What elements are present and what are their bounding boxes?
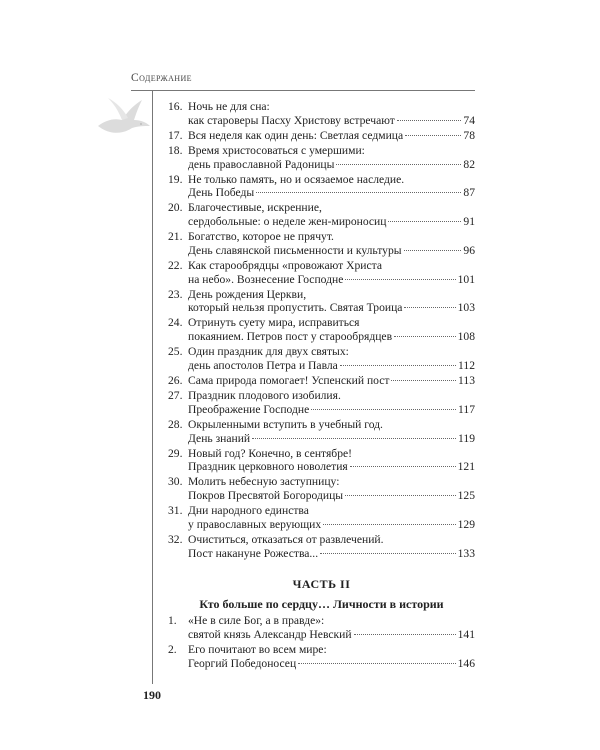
toc-entry <box>168 475 475 503</box>
toc-entry-line <box>168 330 475 344</box>
toc-entry-title: святой князь Александр Невский <box>188 627 352 641</box>
toc-entry-line <box>168 518 475 532</box>
toc-entry-title: Окрыленными вступить в учебный год. <box>188 417 383 431</box>
toc-entry-line <box>168 259 475 273</box>
toc-entry-line <box>168 533 475 547</box>
toc-entry-title: как староверы Пасху Христову встречают <box>188 113 395 127</box>
part-title: ЧАСТЬ II <box>292 577 351 591</box>
toc-entry-number: 18. <box>168 143 183 157</box>
toc-entry-title: День славянской письменности и культуры <box>188 243 402 257</box>
toc-entry-line <box>168 418 475 432</box>
toc-entry-line <box>168 316 475 330</box>
toc-entry <box>168 288 475 316</box>
toc-entry-title: Покров Пресвятой Богородицы <box>188 489 344 503</box>
toc-entry-title: Новый год? Конечно, в сентябре! <box>188 446 353 460</box>
toc-entry-line <box>168 273 475 287</box>
toc-entry-line <box>168 114 475 128</box>
toc-entry-line <box>168 345 475 359</box>
toc-entry <box>168 173 475 201</box>
toc-entry-line <box>168 129 475 143</box>
toc-entry <box>168 100 475 128</box>
toc-entry-title: Праздник плодового изобилия. <box>188 389 341 402</box>
toc-entry <box>168 643 475 671</box>
toc-entry <box>168 504 475 532</box>
toc-entry-title: Время христосоваться с умершими: <box>188 143 365 157</box>
toc-entry-line <box>168 403 475 417</box>
toc-entry-page: 125 <box>457 489 475 503</box>
toc-entry-title: Дни народного единства <box>188 504 309 518</box>
toc-entry-line <box>168 547 475 561</box>
dot-leader <box>336 164 461 165</box>
toc-entry-number: 32. <box>168 532 183 546</box>
toc-entry-title: Очиститься, отказаться от развлечений. <box>188 532 384 546</box>
toc-entry-number: 29. <box>168 446 183 460</box>
toc-entry-number: 2. <box>168 642 177 656</box>
toc-entry-line <box>168 504 475 518</box>
toc-entry-number: 30. <box>168 475 183 489</box>
toc-entry <box>168 201 475 229</box>
toc-entry-title: День Победы <box>188 186 255 200</box>
toc-entry-title: Праздник церковного новолетия <box>188 460 348 474</box>
toc-entry-page: 119 <box>458 431 475 445</box>
toc-entry-line <box>168 475 475 489</box>
margin-rule <box>152 91 153 693</box>
dot-leader <box>405 135 461 136</box>
toc-entry <box>168 374 475 388</box>
toc-entry-title: Один праздник для двух святых: <box>188 345 349 359</box>
toc-entry-line <box>168 158 475 172</box>
dot-leader <box>311 409 456 410</box>
toc-entry-number: 20. <box>168 201 183 215</box>
dot-leader <box>323 524 455 525</box>
page-number: 190 <box>138 684 166 706</box>
toc-entry-page: 117 <box>458 402 475 416</box>
part-subtitle: Кто больше по сердцу… Личности в истории <box>199 597 444 611</box>
toc-entry-number: 24. <box>168 316 183 330</box>
toc-entry <box>168 259 475 287</box>
toc-entry <box>168 345 475 373</box>
toc-entry-number: 17. <box>168 128 183 142</box>
toc-entry-title: который нельзя пропустить. Святая Троица <box>188 301 403 315</box>
toc-entry-title: Сама природа помогает! Успенский пост <box>188 374 390 388</box>
toc-entry-title: Вся неделя как один день: Светлая седмица <box>188 128 404 142</box>
toc-entry-title: Его почитают во всем мире: <box>188 642 327 656</box>
toc-entry-page: 129 <box>457 517 475 531</box>
toc-entry-number: 16. <box>168 100 183 113</box>
toc-entry-number: 23. <box>168 287 183 301</box>
toc-entry-title: на небо». Вознесение Господне <box>188 272 344 286</box>
dot-leader <box>320 553 456 554</box>
dot-leader <box>298 663 455 664</box>
toc-entry-number: 22. <box>168 258 183 272</box>
toc-entry-page: 91 <box>463 215 475 229</box>
dot-leader <box>404 250 462 251</box>
dot-leader <box>256 192 461 193</box>
running-head: Содержание <box>131 72 192 84</box>
dove-icon <box>96 96 152 140</box>
dot-leader <box>252 438 456 439</box>
toc-entry <box>168 447 475 475</box>
toc-entry-title: у православных верующих <box>188 517 322 531</box>
toc-entry <box>168 316 475 344</box>
toc-entry-line <box>168 173 475 187</box>
toc-entry-page: 121 <box>457 460 475 474</box>
toc-entry-line <box>168 643 475 657</box>
toc-entry <box>168 533 475 561</box>
toc-entry-page: 108 <box>457 330 475 344</box>
toc-entry-line <box>168 186 475 200</box>
toc-entry-line <box>168 374 475 388</box>
toc-entry-title: сердобольные: о неделе жен-мироносиц <box>188 215 387 229</box>
toc-entry <box>168 418 475 446</box>
toc-entry-page: 78 <box>463 128 475 142</box>
dot-leader <box>345 279 455 280</box>
toc-entry-line <box>168 301 475 315</box>
toc-entry <box>168 389 475 417</box>
dot-leader <box>354 634 456 635</box>
toc-entry-line <box>168 657 475 671</box>
dot-leader <box>345 495 456 496</box>
toc-entry-page: 112 <box>458 359 475 373</box>
toc-entry-page: 103 <box>457 301 475 315</box>
toc-entry-line <box>168 614 475 628</box>
toc-entry-line <box>168 201 475 215</box>
toc-entry-line <box>168 144 475 158</box>
toc-entry-line <box>168 359 475 373</box>
dot-leader <box>350 466 456 467</box>
table-of-contents-part2 <box>168 614 475 672</box>
toc-entry-line <box>168 389 475 403</box>
toc-entry-page: 82 <box>463 157 475 171</box>
toc-entry-page: 87 <box>463 186 475 200</box>
toc-entry-title: День рождения Церкви, <box>188 287 307 301</box>
toc-entry-title: Не только память, но и осязаемое наследие. <box>188 172 405 186</box>
toc-entry-title: Богатство, которое не прячут. <box>188 230 334 244</box>
toc-entry-title: День знаний <box>188 431 251 445</box>
toc-entry-number: 31. <box>168 504 183 518</box>
dot-leader <box>404 307 455 308</box>
dot-leader <box>394 336 456 337</box>
toc-entry-line <box>168 432 475 446</box>
toc-entry-line <box>168 447 475 461</box>
table-of-contents <box>168 100 475 562</box>
toc-entry-title: Ночь не для сна: <box>188 100 270 113</box>
toc-entry-title: Как старообрядцы «провожают Христа <box>188 258 382 272</box>
dot-leader <box>340 365 456 366</box>
toc-entry-number: 21. <box>168 230 183 244</box>
toc-entry-number: 27. <box>168 389 183 402</box>
toc-entry-title: день православной Радоницы <box>188 157 335 171</box>
toc-entry-line <box>168 288 475 302</box>
toc-entry <box>168 129 475 143</box>
toc-entry-line <box>168 460 475 474</box>
toc-entry-number: 26. <box>168 374 183 388</box>
dot-leader <box>391 380 456 381</box>
toc-entry-page: 133 <box>457 546 475 560</box>
dot-leader <box>397 120 462 121</box>
dot-leader <box>388 221 461 222</box>
toc-entry-page: 74 <box>463 113 475 127</box>
toc-entry-line <box>168 628 475 642</box>
toc-entry-title: Молить небесную заступницу: <box>188 475 340 489</box>
toc-entry-number: 1. <box>168 614 177 627</box>
toc-entry-page: 96 <box>463 243 475 257</box>
toc-entry-page: 101 <box>457 272 475 286</box>
toc-entry-line <box>168 244 475 258</box>
toc-entry-title: Преображение Господне <box>188 402 310 416</box>
toc-entry-page: 146 <box>457 656 475 670</box>
toc-entry <box>168 144 475 172</box>
toc-entry-title: Отринуть суету мира, исправиться <box>188 316 360 330</box>
toc-entry-line <box>168 489 475 503</box>
toc-entry-page: 141 <box>457 627 475 641</box>
toc-entry-number: 28. <box>168 417 183 431</box>
toc-entry-title: Георгий Победоносец <box>188 656 297 670</box>
toc-entry-title: Пост накануне Рожества... <box>188 546 319 560</box>
toc-entry-line <box>168 215 475 229</box>
header-rule <box>131 90 475 91</box>
toc-entry-title: «Не в силе Бог, а в правде»: <box>188 614 325 627</box>
toc-entry-page: 113 <box>458 374 475 388</box>
toc-entry-number: 19. <box>168 172 183 186</box>
toc-entry-line <box>168 100 475 114</box>
toc-entry <box>168 230 475 258</box>
toc-entry-title: покаянием. Петров пост у старообрядцев <box>188 330 393 344</box>
toc-entry-title: день апостолов Петра и Павла <box>188 359 338 373</box>
toc-entry-line <box>168 230 475 244</box>
part-heading <box>168 577 475 612</box>
toc-entry-title: Благочестивые, искренние, <box>188 201 322 215</box>
toc-entry-number: 25. <box>168 345 183 359</box>
toc-entry <box>168 614 475 642</box>
